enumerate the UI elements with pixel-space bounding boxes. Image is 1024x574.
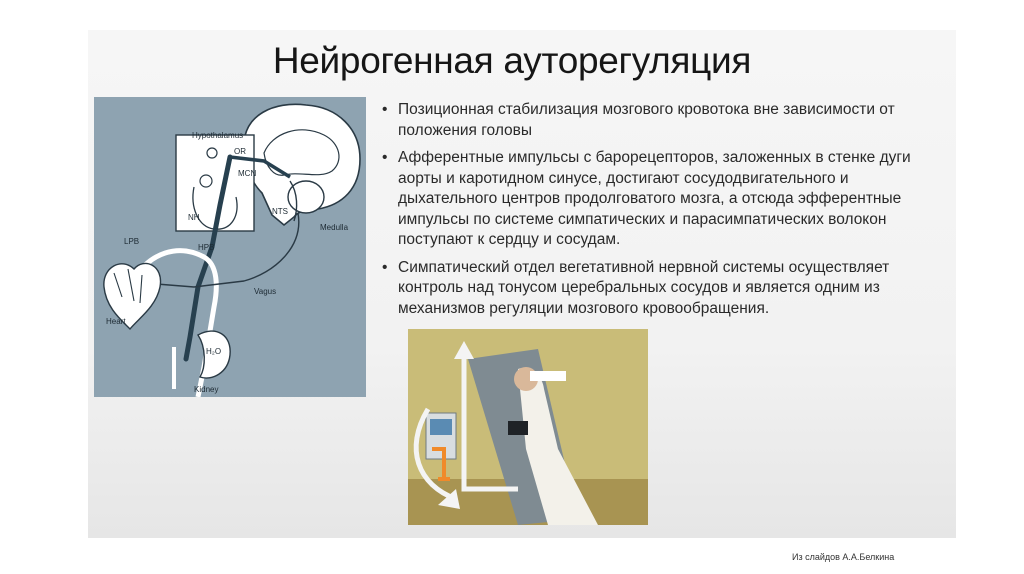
label-hpb: HPB: [198, 243, 215, 252]
label-medulla: Medulla: [320, 223, 349, 232]
head-marker: [530, 371, 566, 381]
bullet-item: • Симпатический отдел вегетативной нервной системы осуществляет контроль над тонусом церебральных сосудов и является одним из механизмов регуляции мозгового кровообращения.: [380, 258, 940, 320]
label-mcn: MCN: [238, 169, 257, 178]
slide-credit: Из слайдов А.А.Белкина: [792, 552, 895, 562]
label-kidney: Kidney: [194, 385, 219, 394]
bp-cuff: [508, 421, 528, 435]
monitor-screen: [430, 419, 452, 435]
diagram-drawing: [94, 97, 366, 397]
slide-title: Нейрогенная ауторегуляция: [272, 40, 752, 81]
label-h2o: H₂O: [206, 347, 222, 356]
label-hypothalamus: Hypothalamus: [192, 131, 244, 140]
label-nh: NH: [188, 213, 200, 222]
photo-drawing: [408, 329, 648, 525]
label-lpb: LPB: [124, 237, 140, 246]
bullet-item: • Афферентные импульсы с барорецепторов, заложенных в стенке дуги аорты и каротидном синусе, достигают сосудодвигательного и дыхательного центров продолговатого мозга, а отсюда эфферентные импульсы по системе симпатических и парасимпатических волокон поступают к сердцу и сосудам.: [380, 148, 940, 251]
bullet-list: [380, 100, 940, 326]
label-vagus: Vagus: [254, 287, 277, 296]
label-or: OR: [234, 147, 246, 156]
label-heart: Heart: [106, 317, 126, 326]
neuro-regulation-diagram: [94, 97, 366, 397]
tilt-test-photo: [408, 329, 648, 525]
label-nts: NTS: [272, 207, 288, 216]
bullet-item: • Позиционная стабилизация мозгового кровотока вне зависимости от положения головы: [380, 100, 940, 141]
